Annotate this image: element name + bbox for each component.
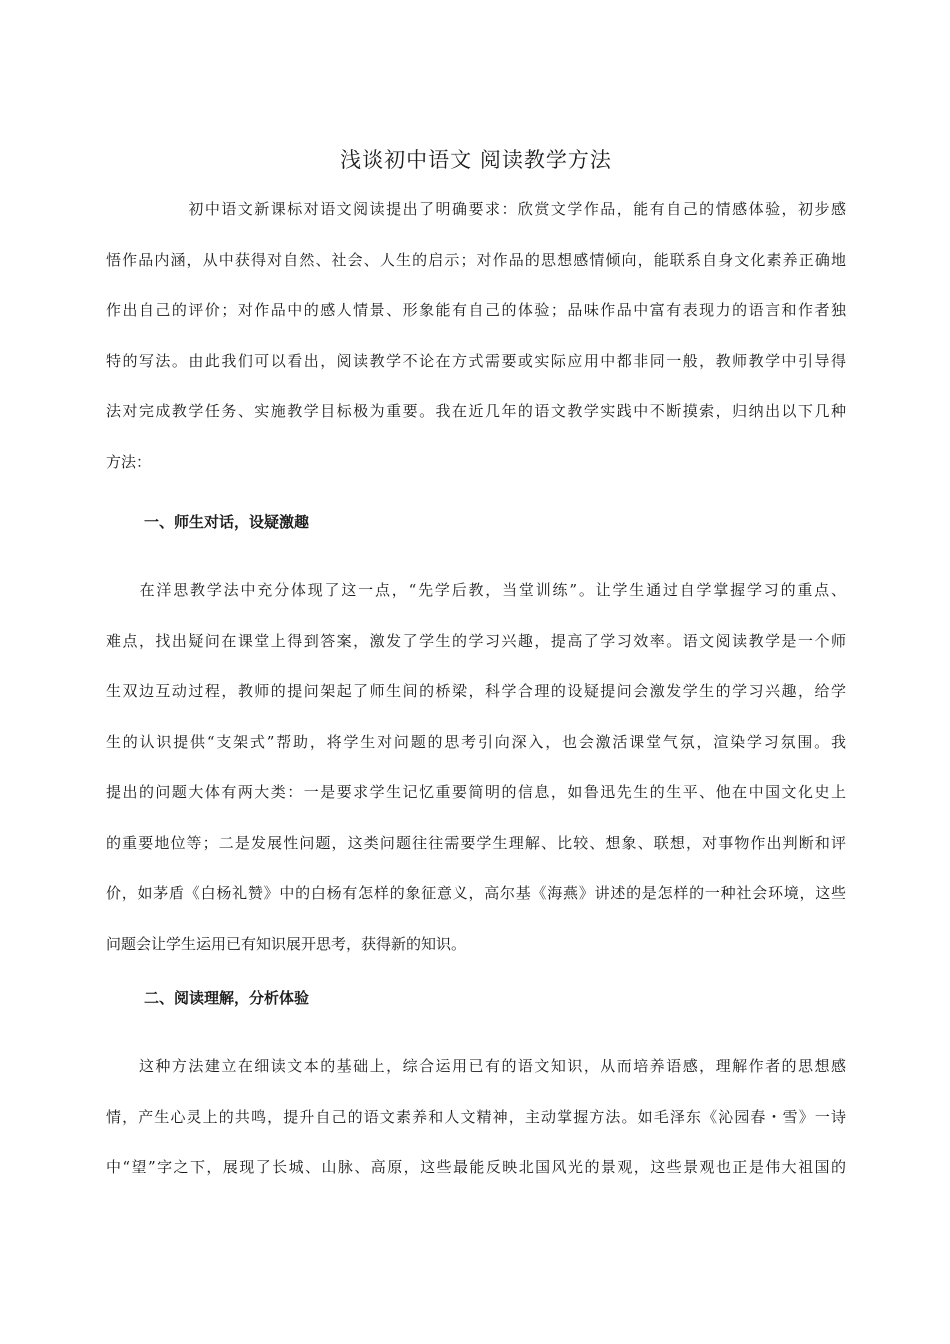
section1-line: 提出的问题大体有两大类：一是要求学生记忆重要简明的信息，如鲁迅先生的生平、他在中国文化史上 — [106, 783, 846, 801]
document-title: 浅谈初中语文 阅读教学方法 — [340, 148, 612, 172]
intro-line: 悟作品内涵，从中获得对自然、社会、人生的启示；对作品的思想感情倾向，能联系自身文化素养正确地 — [106, 250, 846, 269]
intro-line: 作出自己的评价；对作品中的感人情景、形象能有自己的体验；品味作品中富有表现力的语言和作者独 — [106, 301, 846, 319]
section1-paragraph — [106, 565, 846, 969]
intro-line: 初中语文新课标对语文阅读提出了明确要求：欣赏文学作品，能有自己的情感体验，初步感 — [106, 200, 846, 218]
section1-heading: 一、师生对话，设疑激趣 — [144, 513, 310, 531]
section2-line: 中“望”字之下，展现了长城、山脉、高原，这些最能反映北国风光的景观，这些景观也正是伟大祖国的 — [106, 1158, 846, 1176]
section2-line: 这种方法建立在细读文本的基础上，综合运用已有的语文知识，从而培养语感，理解作者的思想感 — [106, 1057, 846, 1075]
section1-line: 问题会让学生运用已有知识展开思考，获得新的知识。 — [106, 934, 467, 953]
section1-line: 生的认识提供“支架式”帮助，将学生对问题的思考引向深入，也会激活课堂气氛，渲染学习氛围。我 — [106, 732, 846, 751]
section1-line: 难点，找出疑问在课堂上得到答案，激发了学生的学习兴趣，提高了学习效率。语文阅读教学是一个师 — [106, 631, 846, 650]
section1-line: 的重要地位等；二是发展性问题，这类问题往往需要学生理解、比较、想象、联想，对事物作出判断和评 — [106, 833, 846, 852]
section2-line: 情，产生心灵上的共鸣，提升自己的语文素养和人文精神，主动掌握方法。如毛泽东《沁园春・雪》一诗 — [106, 1107, 846, 1126]
intro-paragraph — [106, 184, 846, 487]
section1-line: 价，如茅盾《白杨礼赞》中的白杨有怎样的象征意义，高尔基《海燕》讲述的是怎样的一种社会环境，这些 — [106, 884, 846, 902]
section2-paragraph — [106, 1041, 846, 1193]
section1-line: 生双边互动过程，教师的提问架起了师生间的桥梁，科学合理的设疑提问会激发学生的学习兴趣，给学 — [106, 682, 846, 700]
section2-heading: 二、阅读理解，分析体验 — [144, 989, 310, 1007]
intro-line: 方法： — [106, 452, 152, 471]
intro-line: 特的写法。由此我们可以看出，阅读教学不论在方式需要或实际应用中都非同一般，教师教学中引导得 — [106, 351, 846, 370]
section1-line: 在洋思教学法中充分体现了这一点，“先学后教，当堂训练”。让学生通过自学掌握学习的重点、 — [106, 581, 846, 599]
intro-line: 法对完成教学任务、实施教学目标极为重要。我在近几年的语文教学实践中不断摸索，归纳出以下几种 — [106, 402, 846, 420]
